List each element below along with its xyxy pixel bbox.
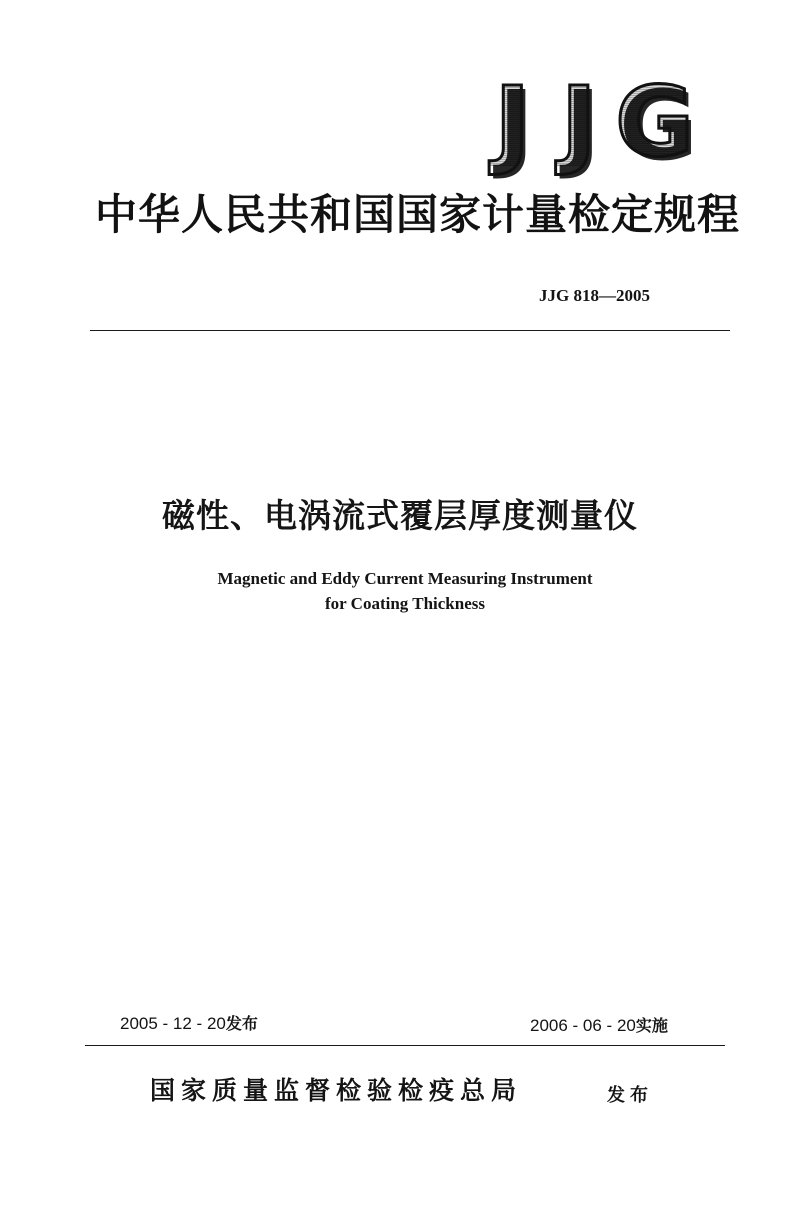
effective-date-label: 实施 [635, 1016, 668, 1035]
logo-letter-g: G [615, 66, 695, 178]
issue-date [120, 1013, 258, 1035]
effective-date-value: 2006 - 06 - 20 [530, 1016, 636, 1035]
document-title-en-line1: Magnetic and Eddy Current Measuring Instrument [217, 569, 593, 588]
document-title-en-line2: for Coating Thickness [325, 594, 485, 613]
issue-date-value: 2005 - 12 - 20 [120, 1014, 226, 1033]
publisher-label: 发布 [607, 1085, 653, 1106]
jjg-logo [482, 66, 695, 178]
effective-date [530, 1015, 668, 1037]
bottom-divider [85, 1045, 725, 1046]
standard-code: JJG 818—2005 [539, 286, 650, 305]
document-title-en [0, 566, 800, 616]
publisher-name: 国家质量监督检验检疫总局 [150, 1076, 523, 1105]
regulation-series-title: 中华人民共和国国家计量检定规程 [95, 190, 741, 239]
top-divider [90, 330, 730, 331]
logo-letter-j1: J [482, 78, 543, 166]
document-title-cn: 磁性、电涡流式覆层厚度测量仪 [162, 496, 638, 535]
logo-letter-j2: J [549, 78, 610, 166]
issue-date-label: 发布 [225, 1014, 258, 1033]
